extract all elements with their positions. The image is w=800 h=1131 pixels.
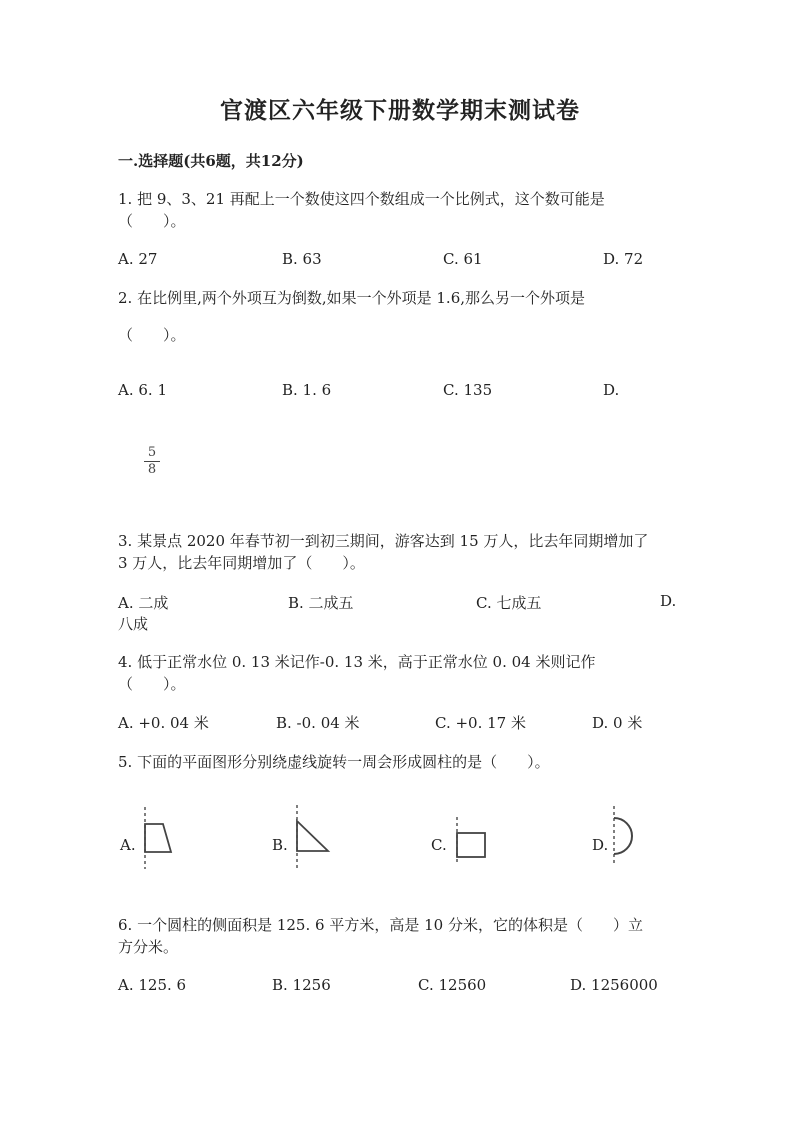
q2-option-b: B. 1. 6 [282,381,332,399]
page-title: 官渡区六年级下册数学期末测试卷 [220,97,580,124]
q6-option-a: A. 125. 6 [118,976,187,994]
q5-option-d: D. [592,836,609,854]
question-1-line1: 1. 把 9、3、21 再配上一个数使这四个数组成一个比例式，这个数可能是 [118,190,605,208]
q1-option-b: B. 63 [282,250,322,268]
q1-option-d: D. 72 [603,250,644,268]
question-1-line2: （ ）。 [118,212,186,230]
question-6-line1: 6. 一个圆柱的侧面积是 125. 6 平方米，高是 10 分米，它的体积是（ ）立 [118,916,643,934]
fraction-numerator: 5 [147,445,157,460]
q6-option-d: D. 1256000 [570,976,658,994]
question-4-line1: 4. 低于正常水位 0. 13 米记作-0. 13 米，高于正常水位 0. 04 米则记作 [118,653,596,671]
question-3-line1: 3. 某景点 2020 年春节初一到初三期间，游客达到 15 万人，比去年同期增加了 [118,532,649,550]
q5-figure-b-triangle [288,803,332,871]
q3-option-d-text: 八成 [118,615,149,633]
q5-option-a: A. [120,836,136,854]
q3-option-a: A. 二成 [118,594,169,612]
q5-figure-a-trapezoid [136,805,180,871]
q2-option-a: A. 6. 1 [118,381,167,399]
question-4-line2: （ ）。 [118,675,186,693]
q3-option-c: C. 七成五 [476,594,542,612]
question-3-line2: 3 万人，比去年同期增加了（ ）。 [118,554,365,572]
fraction-denominator: 8 [147,462,157,477]
section-heading: 一.选择题(共6题，共12分) [118,152,304,170]
q3-option-b: B. 二成五 [288,594,354,612]
q1-option-a: A. 27 [118,250,158,268]
q2-option-c: C. 135 [443,381,493,399]
q1-option-c: C. 61 [443,250,483,268]
q5-option-c: C. [431,836,447,854]
q5-figure-d-semicircle [606,804,640,868]
q6-option-b: B. 1256 [272,976,331,994]
question-2-line1: 2. 在比例里,两个外项互为倒数,如果一个外项是 1.6,那么另一个外项是 [118,289,586,307]
q6-option-c: C. 12560 [418,976,487,994]
q4-option-d: D. 0 米 [592,714,643,732]
q3-option-d: D. [660,592,677,610]
q2-option-d-fraction [144,446,160,477]
q4-option-c: C. +0. 17 米 [435,714,526,732]
q4-option-b: B. -0. 04 米 [276,714,360,732]
q2-option-d: D. [603,381,620,399]
question-5-line1: 5. 下面的平面图形分别绕虚线旋转一周会形成圆柱的是（ ）。 [118,753,550,771]
q5-option-b: B. [272,836,288,854]
question-6-line2: 方分米。 [118,938,179,956]
question-2-line2: （ ）。 [118,326,186,344]
q5-figure-c-rectangle [449,815,491,867]
q4-option-a: A. +0. 04 米 [118,714,209,732]
